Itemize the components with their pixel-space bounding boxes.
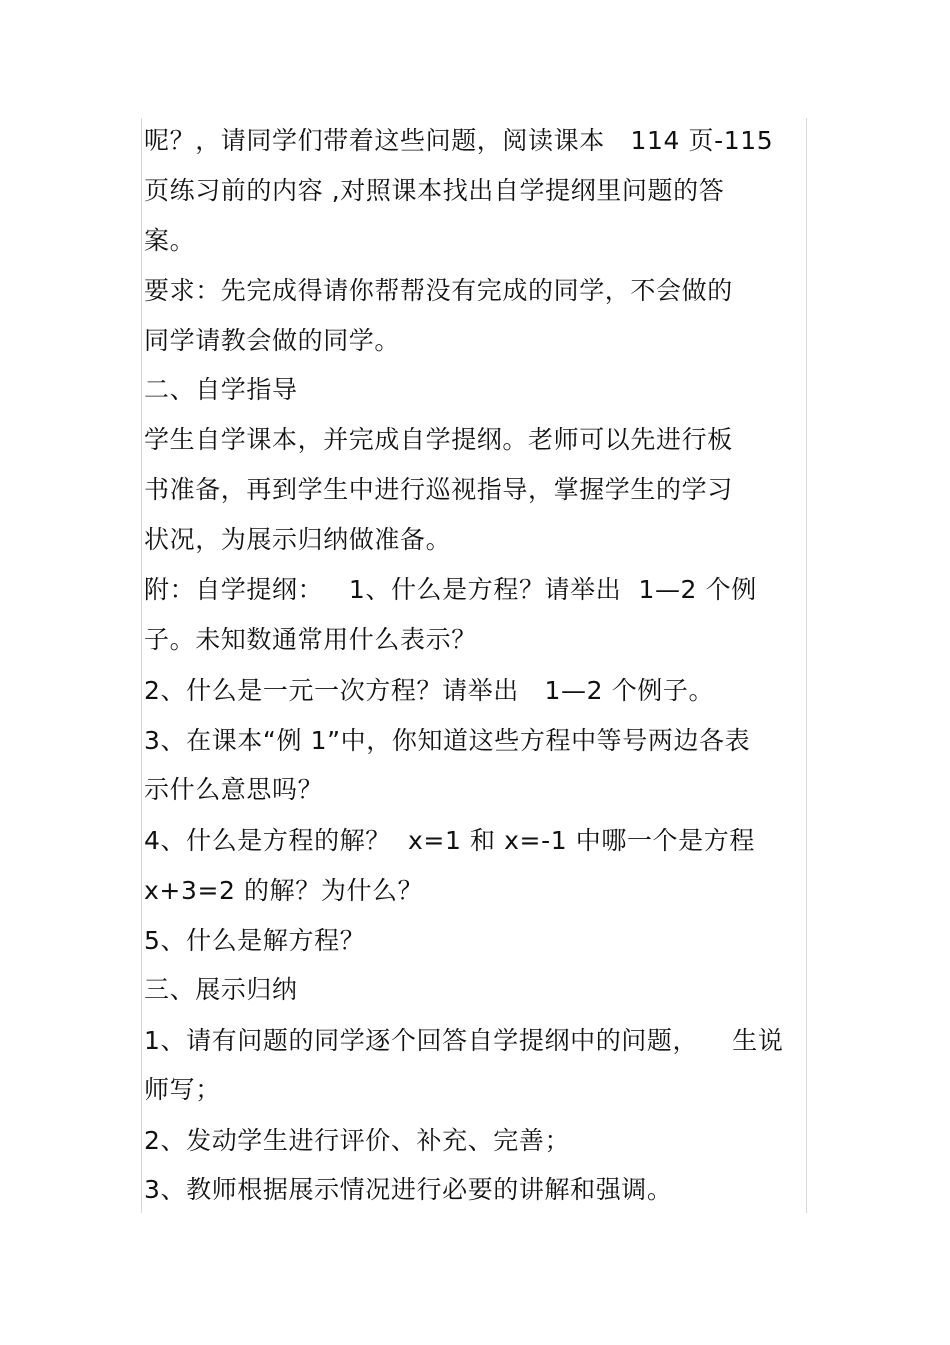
text-line: 3、在课本“例 1”中，你知道这些方程中等号两边各表 <box>144 726 751 755</box>
text-line: 师写； <box>144 1075 221 1104</box>
text-line: 要求：先完成得请你帮帮没有完成的同学，不会做的 <box>144 276 733 305</box>
text-line: 页练习前的内容 ,对照课本找出自学提纲里问题的答 <box>144 176 725 205</box>
text-line: 子。未知数通常用什么表示？ <box>144 625 477 654</box>
text-line: 5、什么是解方程？ <box>144 926 366 955</box>
section-heading: 三、展示归纳 <box>144 975 298 1004</box>
text-line: 示什么意思吗？ <box>144 775 324 804</box>
text-line: 书准备，再到学生中进行巡视指导，掌握学生的学习 <box>144 475 733 504</box>
text-line: 4、什么是方程的解？ x=1 和 x=-1 中哪一个是方程 <box>144 826 755 855</box>
text-line: 3、教师根据展示情况进行必要的讲解和强调。 <box>144 1175 673 1204</box>
text-line: 2、什么是一元一次方程？请举出 1—2 个例子。 <box>144 676 715 705</box>
text-line: 2、发动学生进行评价、补充、完善； <box>144 1126 571 1155</box>
text-line: 案。 <box>144 226 196 255</box>
text-line: 1、请有问题的同学逐个回答自学提纲中的问题， 生说 <box>144 1026 784 1055</box>
text-line: 附：自学提纲： 1、什么是方程？请举出 1—2 个例 <box>144 575 757 604</box>
text-line: 学生自学课本，并完成自学提纲。老师可以先进行板 <box>144 425 733 454</box>
text-line: 状况，为展示归纳做准备。 <box>144 525 452 554</box>
section-heading: 二、自学指导 <box>144 375 298 404</box>
text-line: 呢？，请同学们带着这些问题，阅读课本 114 页-115 <box>144 126 774 155</box>
text-line: x+3=2 的解？为什么？ <box>144 876 424 905</box>
text-line: 同学请教会做的同学。 <box>144 326 401 355</box>
